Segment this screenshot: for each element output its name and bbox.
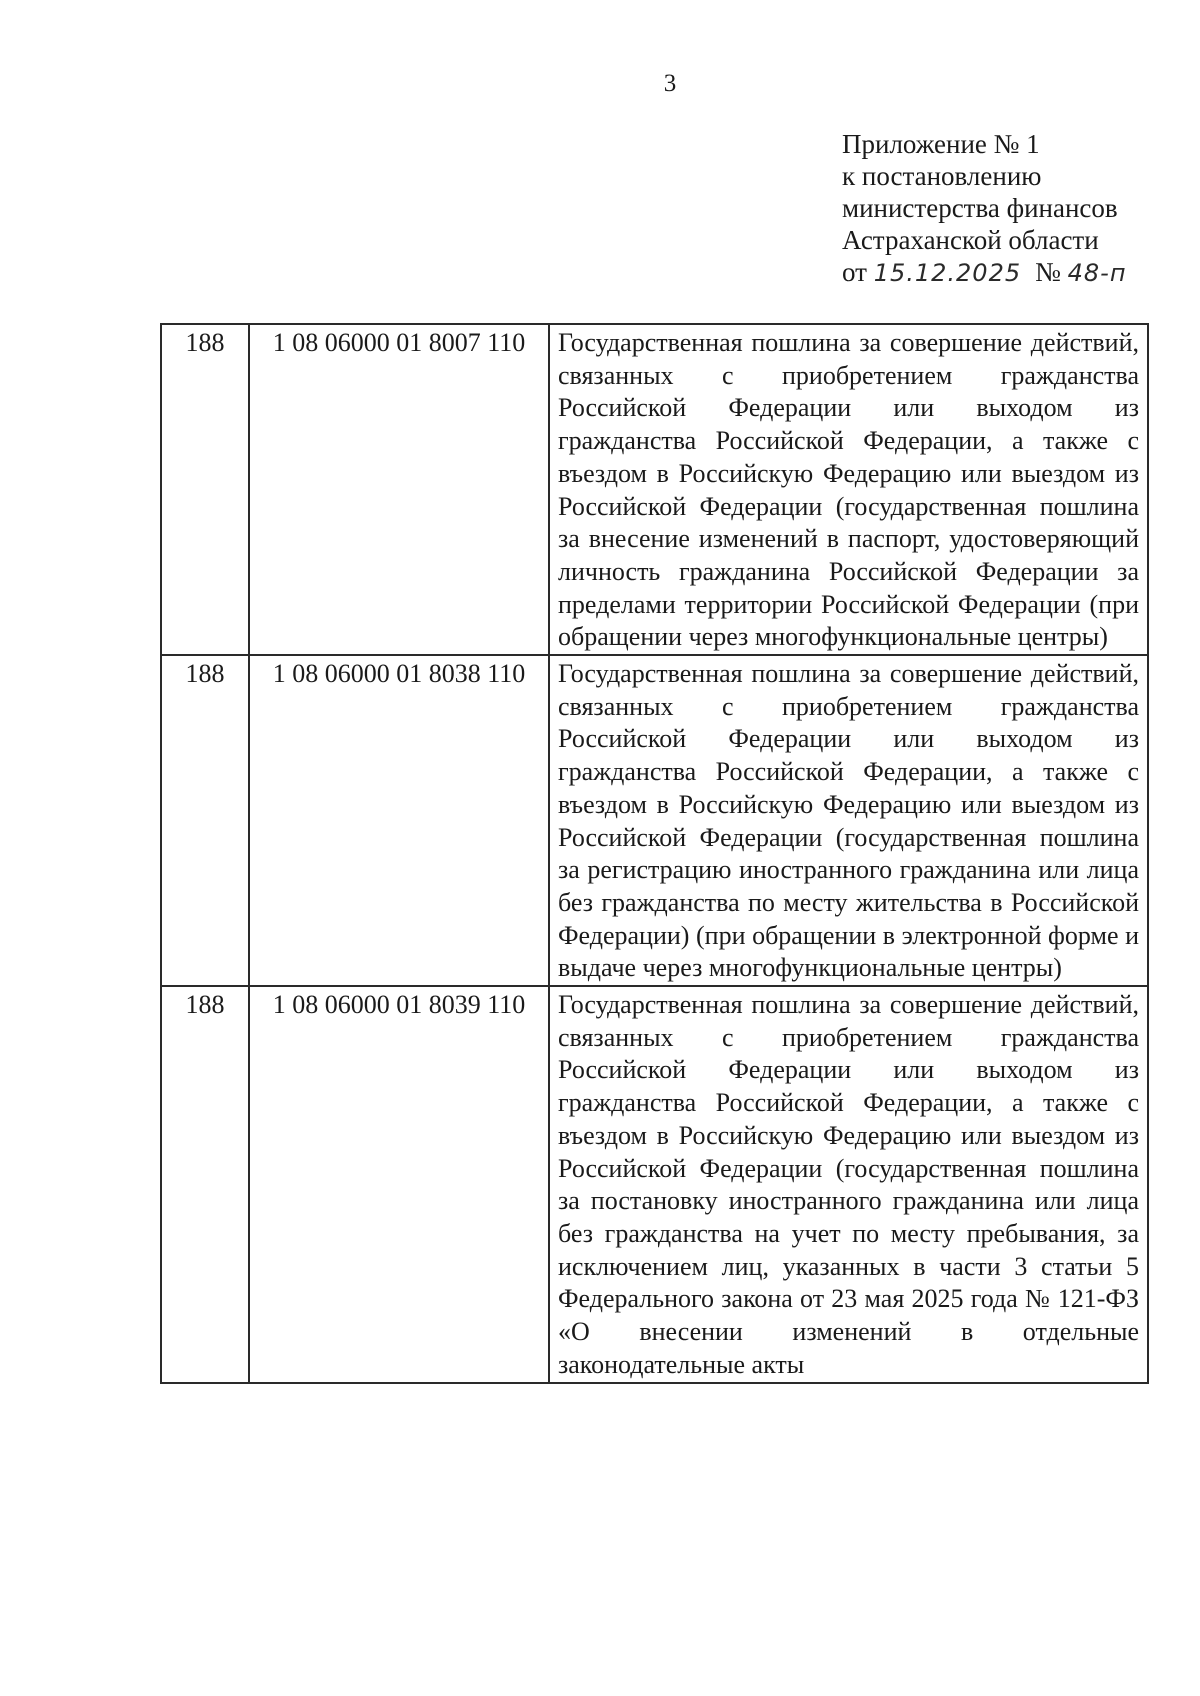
description-cell: Государственная пошлина за совершение действий, связанных с приобретением гражданства Российской Федерации или выходом из гражданства Российской Федерации, а также с въездом в Российскую Федерацию или выездом из Российской Федерации (государственная пошлина за регистрацию иностранного гражданина или лица без гражданства по месту жительства в Российской Федерации) (при обращении в электронной форме и выдаче через многофункциональные центры): [549, 655, 1148, 986]
table-row: [161, 324, 1148, 655]
kbk-code-cell: 1 08 06000 01 8038 110: [249, 655, 549, 986]
date-prefix: от: [842, 257, 867, 287]
table-row: [161, 655, 1148, 986]
admin-code-cell: 188: [161, 655, 249, 986]
annex-subtitle-3: Астраханской области: [842, 225, 1099, 255]
annex-subtitle-2: министерства финансов: [842, 193, 1118, 223]
annex-header: [842, 128, 1127, 289]
annex-title: Приложение № 1: [842, 129, 1040, 159]
number-prefix: №: [1035, 257, 1061, 287]
budget-codes-table: [160, 323, 1149, 1384]
description-cell: Государственная пошлина за совершение действий, связанных с приобретением гражданства Российской Федерации или выходом из гражданства Российской Федерации, а также с въездом в Российскую Федерацию или выездом из Российской Федерации (государственная пошлина за постановку иностранного гражданина или лица без гражданства на учет по месту пребывания, за исключением лиц, указанных в части 3 статьи 5 Федерального закона от 23 мая 2025 года № 121-ФЗ «О внесении изменений в отдельные законодательные акты: [549, 986, 1148, 1382]
kbk-code-cell: 1 08 06000 01 8039 110: [249, 986, 549, 1382]
kbk-code-cell: 1 08 06000 01 8007 110: [249, 324, 549, 655]
description-cell: Государственная пошлина за совершение действий, связанных с приобретением гражданства Российской Федерации или выходом из гражданства Российской Федерации, а также с въездом в Российскую Федерацию или выездом из Российской Федерации (государственная пошлина за внесение изменений в паспорт, удостоверяющий личность гражданина Российской Федерации за пределами территории Российской Федерации (при обращении через многофункциональные центры): [549, 324, 1148, 655]
admin-code-cell: 188: [161, 324, 249, 655]
handwritten-date: 15.12.2025: [873, 259, 1022, 287]
annex-date-line: [842, 256, 1127, 289]
table-row: [161, 986, 1148, 1382]
handwritten-number: 48-п: [1067, 259, 1127, 287]
annex-subtitle-1: к постановлению: [842, 161, 1042, 191]
admin-code-cell: 188: [161, 986, 249, 1382]
page-number: 3: [663, 70, 677, 97]
